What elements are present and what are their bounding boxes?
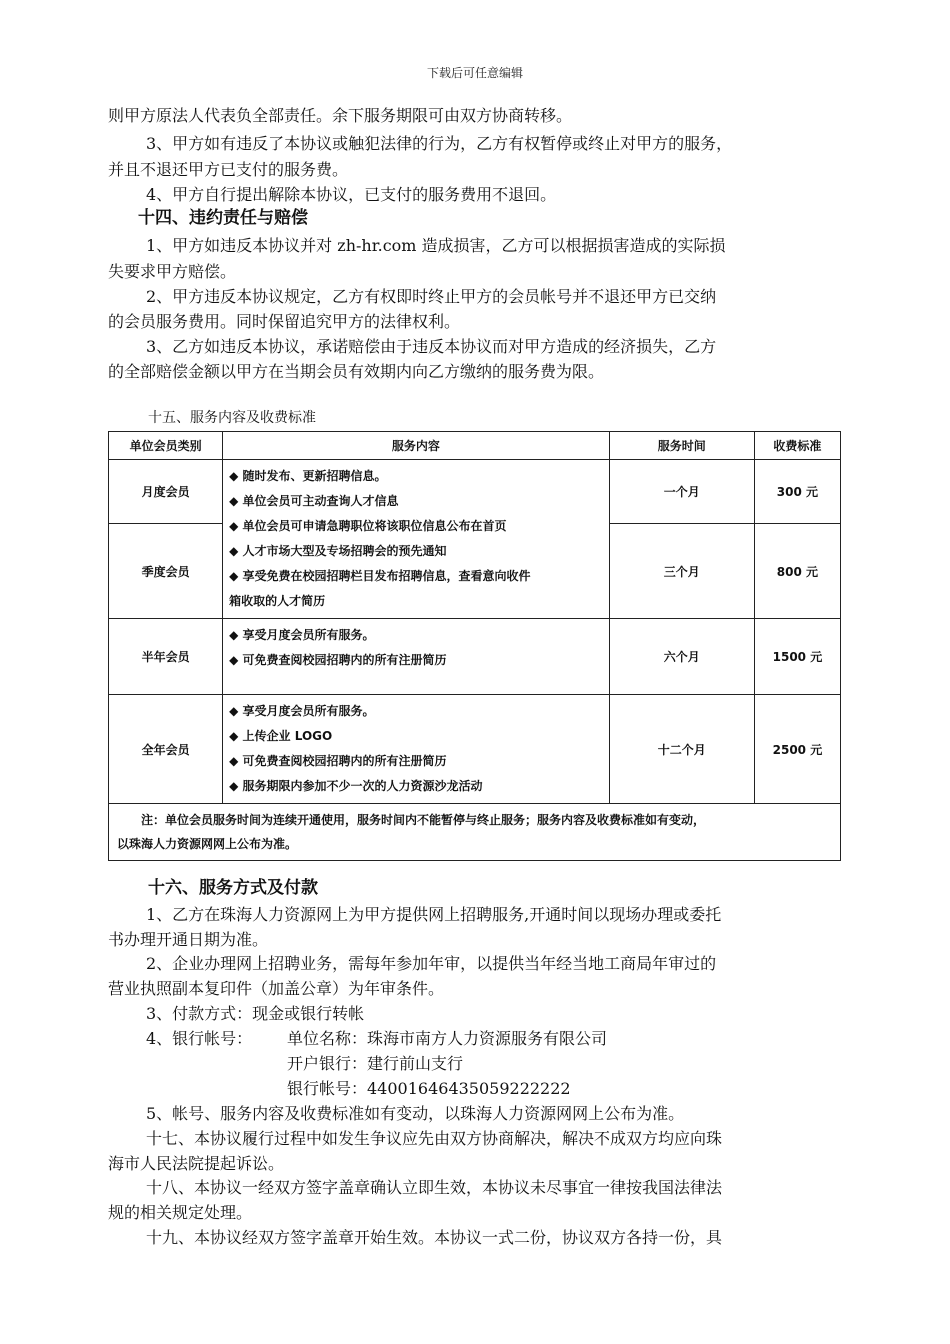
service-item: ◆ 享受月度会员所有服务。 bbox=[229, 623, 603, 648]
paragraph: 1、甲方如违反本协议并对 zh-hr.com 造成损害，乙方可以根据损害造成的实际损 bbox=[146, 236, 726, 255]
service-item-text: 箱收取的人才简历 bbox=[229, 594, 326, 608]
table-note-row bbox=[109, 804, 841, 861]
paragraph: 十七、本协议履行过程中如发生争议应先由双方协商解决，解决不成双方均应向珠 bbox=[146, 1129, 723, 1148]
service-duration: 一个月 bbox=[609, 460, 754, 524]
paragraph: 十八、本协议一经双方签字盖章确认立即生效，本协议未尽事宜一律按我国法律法 bbox=[146, 1178, 723, 1197]
member-type: 月度会员 bbox=[109, 460, 223, 524]
paragraph: 海市人民法院提起诉讼。 bbox=[108, 1154, 285, 1173]
paragraph: 2、企业办理网上招聘业务，需每年参加年审，以提供当年经当地工商局年审过的 bbox=[146, 954, 717, 973]
paragraph: 1、乙方在珠海人力资源网上为甲方提供网上招聘服务,开通时间以现场办理或委托 bbox=[146, 905, 722, 924]
paragraph: 3、乙方如违反本协议，承诺赔偿由于违反本协议而对甲方造成的经济损失，乙方 bbox=[146, 337, 717, 356]
column-header: 服务内容 bbox=[223, 432, 610, 460]
service-content-cell bbox=[223, 460, 610, 619]
paragraph: 3、付款方式：现金或银行转帐 bbox=[146, 1004, 365, 1023]
paragraph: 营业执照副本复印件（加盖公章）为年审条件。 bbox=[108, 979, 445, 998]
paragraph: 3、甲方如有违反了本协议或触犯法律的行为，乙方有权暂停或终止对甲方的服务， bbox=[146, 134, 733, 153]
table-row bbox=[109, 460, 841, 524]
service-item-cont bbox=[229, 589, 603, 614]
table-row bbox=[109, 619, 841, 695]
bank-account: 银行帐号：44001646435059222222 bbox=[287, 1079, 571, 1098]
service-duration: 十二个月 bbox=[609, 695, 754, 804]
paragraph: 书办理开通日期为准。 bbox=[108, 930, 269, 949]
member-type: 季度会员 bbox=[109, 524, 223, 619]
table-row bbox=[109, 695, 841, 804]
paragraph: 5、帐号、服务内容及收费标准如有变动，以珠海人力资源网网上公布为准。 bbox=[146, 1104, 685, 1123]
service-fee: 2500 元 bbox=[754, 695, 840, 804]
member-type: 半年会员 bbox=[109, 619, 223, 695]
paragraph: 4、甲方自行提出解除本协议，已支付的服务费用不退回。 bbox=[146, 185, 557, 204]
page-header: 下载后可任意编辑 bbox=[426, 66, 523, 80]
paragraph: 的会员服务费用。同时保留追究甲方的法律权利。 bbox=[108, 312, 461, 331]
service-duration: 六个月 bbox=[609, 619, 754, 695]
service-item: ◆ 可免费查阅校园招聘内的所有注册简历 bbox=[229, 749, 603, 774]
column-header: 服务时间 bbox=[609, 432, 754, 460]
column-header: 单位会员类别 bbox=[109, 432, 223, 460]
service-item: ◆ 人才市场大型及专场招聘会的预先通知 bbox=[229, 539, 603, 564]
table-caption: 十五、服务内容及收费标准 bbox=[148, 410, 316, 426]
service-fee-table bbox=[108, 431, 841, 861]
service-item: ◆ 服务期限内参加不少一次的人力资源沙龙活动 bbox=[229, 774, 603, 799]
bank-name: 单位名称：珠海市南方人力资源服务有限公司 bbox=[287, 1029, 608, 1048]
service-item: ◆ 随时发布、更新招聘信息。 bbox=[229, 464, 603, 489]
service-item: ◆ 单位会员可申请急聘职位将该职位信息公布在首页 bbox=[229, 514, 603, 539]
service-content-cell bbox=[223, 619, 610, 695]
service-fee: 800 元 bbox=[754, 524, 840, 619]
paragraph: 4、银行帐号： bbox=[146, 1029, 253, 1048]
bank-branch: 开户银行：建行前山支行 bbox=[287, 1054, 464, 1073]
section-heading: 十四、违约责任与赔偿 bbox=[138, 208, 308, 228]
section-heading: 十六、服务方式及付款 bbox=[148, 878, 318, 898]
service-item: ◆ 可免费查阅校园招聘内的所有注册简历 bbox=[229, 648, 603, 673]
note-line: 以珠海人力资源网网上公布为准。 bbox=[117, 837, 298, 851]
paragraph: 的全部赔偿金额以甲方在当期会员有效期内向乙方缴纳的服务费为限。 bbox=[108, 362, 605, 381]
paragraph: 失要求甲方赔偿。 bbox=[108, 262, 237, 281]
paragraph: 则甲方原法人代表负全部责任。余下服务期限可由双方协商转移。 bbox=[108, 106, 573, 125]
table-note bbox=[109, 804, 841, 861]
service-fee: 1500 元 bbox=[754, 619, 840, 695]
paragraph: 规的相关规定处理。 bbox=[108, 1203, 253, 1222]
member-type: 全年会员 bbox=[109, 695, 223, 804]
service-fee: 300 元 bbox=[754, 460, 840, 524]
service-duration: 三个月 bbox=[609, 524, 754, 619]
service-item: ◆ 享受免费在校园招聘栏目发布招聘信息，查看意向收件 bbox=[229, 564, 603, 589]
paragraph: 2、甲方违反本协议规定，乙方有权即时终止甲方的会员帐号并不退还甲方已交纳 bbox=[146, 287, 717, 306]
column-header: 收费标准 bbox=[754, 432, 840, 460]
note-line: 注：单位会员服务时间为连续开通使用，服务时间内不能暂停与终止服务；服务内容及收费标准如有变动， bbox=[141, 813, 706, 827]
service-item: ◆ 享受月度会员所有服务。 bbox=[229, 699, 603, 724]
service-item: ◆ 上传企业 LOGO bbox=[229, 724, 603, 749]
paragraph: 十九、本协议经双方签字盖章开始生效。本协议一式二份，协议双方各持一份，具 bbox=[146, 1228, 723, 1247]
paragraph: 并且不退还甲方已支付的服务费。 bbox=[108, 160, 349, 179]
service-item: ◆ 单位会员可主动查询人才信息 bbox=[229, 489, 603, 514]
service-content-cell bbox=[223, 695, 610, 804]
